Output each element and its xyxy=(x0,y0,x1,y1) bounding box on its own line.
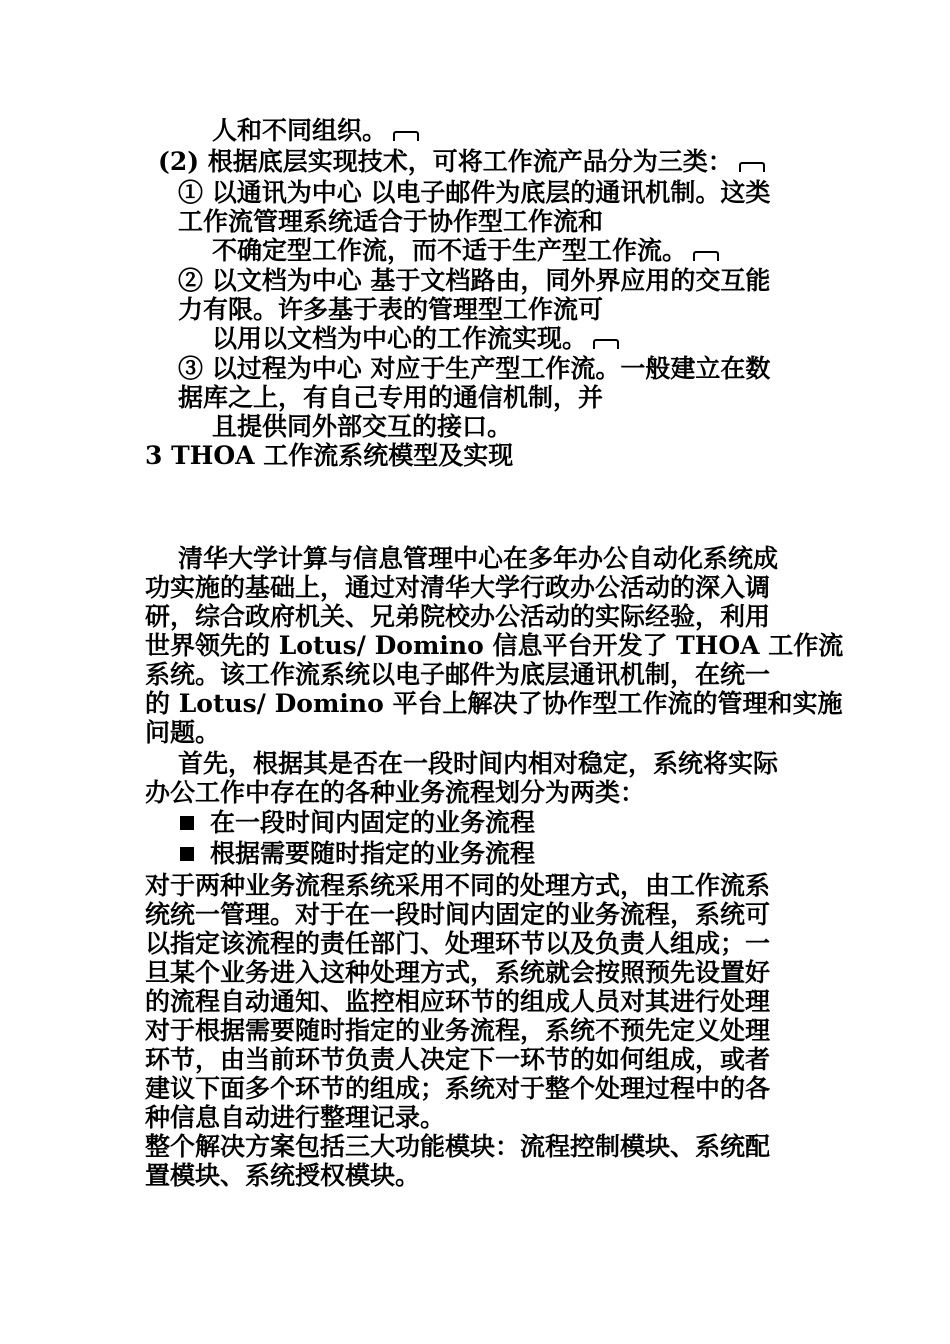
text-line: 对于两种业务流程系统采用不同的处理方式，由工作流系 xyxy=(145,871,771,900)
text-line: 环节，由当前环节负责人决定下一环节的如何组成，或者 xyxy=(145,1045,771,1074)
text-line: 力有限。许多基于表的管理型工作流可 xyxy=(178,295,604,324)
paragraph-mark-icon xyxy=(693,251,719,261)
text-line: 工作流管理系统适合于协作型工作流和 xyxy=(178,207,604,236)
square-bullet-icon xyxy=(180,847,194,861)
text-line: 系统。该工作流系统以电子邮件为底层通讯机制，在统一 xyxy=(145,660,771,689)
text-line: ③ 以过程为中心 对应于生产型工作流。一般建立在数 xyxy=(178,354,771,383)
text-line: 旦某个业务进入这种处理方式，系统就会按照预先设置好 xyxy=(145,958,771,987)
text-line: 种信息自动进行整理记录。 xyxy=(145,1103,446,1132)
square-bullet-icon xyxy=(180,816,194,830)
section-heading: 3 THOA 工作流系统模型及实现 xyxy=(145,441,514,470)
text-line: 的 Lotus/ Domino 平台上解决了协作型工作流的管理和实施 xyxy=(145,689,843,718)
text-line: 问题。 xyxy=(145,718,221,747)
list-item: 在一段时间内固定的业务流程 xyxy=(180,808,535,837)
text-line: 人和不同组织。 xyxy=(212,116,419,145)
text-line: 首先，根据其是否在一段时间内相对稳定，系统将实际 xyxy=(178,749,779,778)
text-line: 统统一管理。对于在一段时间内固定的业务流程，系统可 xyxy=(145,900,771,929)
text-line: 清华大学计算与信息管理中心在多年办公自动化系统成 xyxy=(178,544,779,573)
text-line: 研，综合政府机关、兄弟院校办公活动的实际经验，利用 xyxy=(145,602,771,631)
text-line: 以指定该流程的责任部门、处理环节以及负责人组成；一 xyxy=(145,929,771,958)
text-line: (2) 根据底层实现技术，可将工作流产品分为三类： xyxy=(158,147,765,176)
text-line: 不确定型工作流，而不适于生产型工作流。 xyxy=(212,236,719,265)
text-line: 对于根据需要随时指定的业务流程，系统不预先定义处理 xyxy=(145,1016,771,1045)
text-line: 的流程自动通知、监控相应环节的组成人员对其进行处理 xyxy=(145,987,771,1016)
list-item: 根据需要随时指定的业务流程 xyxy=(180,839,535,868)
paragraph-mark-icon xyxy=(739,162,765,172)
text-line: 以用以文档为中心的工作流实现。 xyxy=(212,324,619,353)
text-line: 且提供同外部交互的接口。 xyxy=(212,412,513,441)
text-line: 世界领先的 Lotus/ Domino 信息平台开发了 THOA 工作流 xyxy=(145,631,844,660)
paragraph-mark-icon xyxy=(393,131,419,141)
text-line: ② 以文档为中心 基于文档路由，同外界应用的交互能 xyxy=(178,266,771,295)
text-line: 办公工作中存在的各种业务流程划分为两类： xyxy=(145,778,646,807)
paragraph-mark-icon xyxy=(593,339,619,349)
text-line: 建议下面多个环节的组成；系统对于整个处理过程中的各 xyxy=(145,1074,771,1103)
text-line: 整个解决方案包括三大功能模块：流程控制模块、系统配 xyxy=(145,1132,771,1161)
text-line: ① 以通讯为中心 以电子邮件为底层的通讯机制。这类 xyxy=(178,178,771,207)
text-line: 据库之上，有自己专用的通信机制，并 xyxy=(178,383,604,412)
text-line: 功实施的基础上，通过对清华大学行政办公活动的深入调 xyxy=(145,573,771,602)
text-line: 置模块、系统授权模块。 xyxy=(145,1161,421,1190)
